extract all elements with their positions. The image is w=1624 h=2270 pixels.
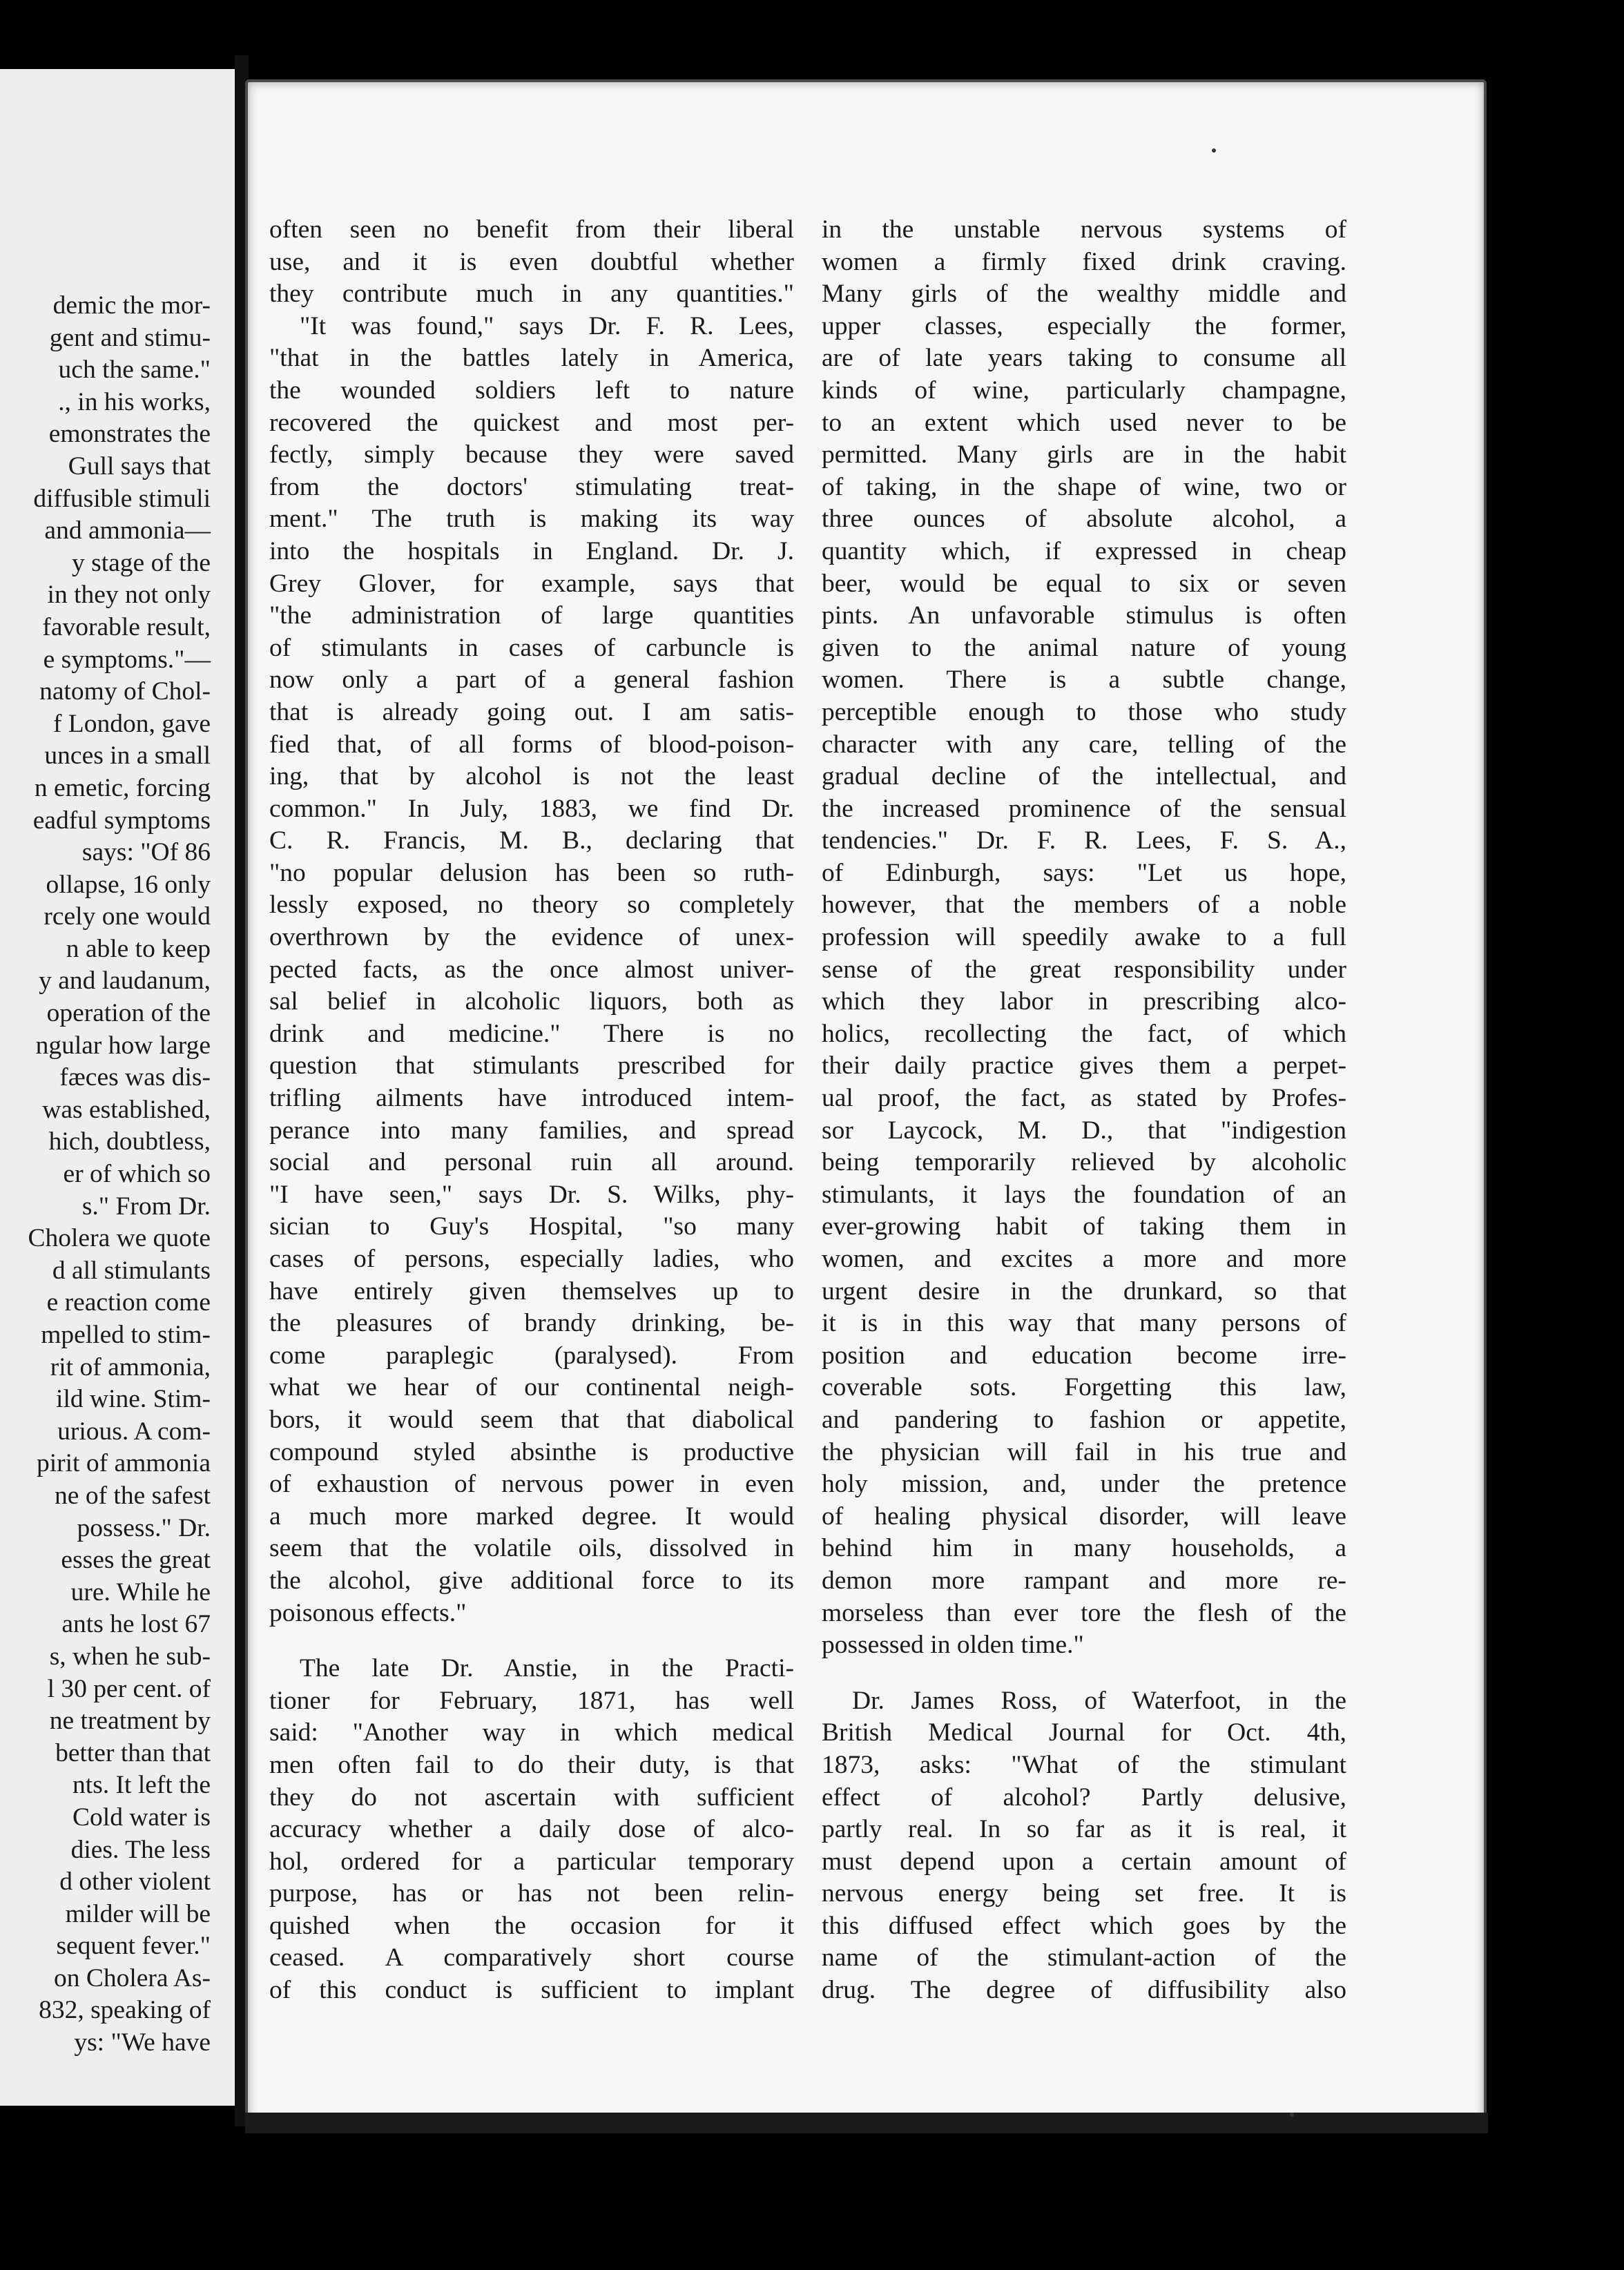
- text-line: demon more rampant and more re-: [822, 1566, 1346, 1595]
- text-line: the wounded soldiers left to nature: [269, 376, 794, 405]
- text-line: bors, it would seem that that diabolical: [269, 1405, 794, 1434]
- text-line: was established,: [42, 1095, 211, 1124]
- text-line: sor Laycock, M. D., that "indigestion: [822, 1116, 1346, 1145]
- text-line: overthrown by the evidence of unex-: [269, 923, 794, 952]
- text-column-right: [822, 214, 1346, 2007]
- text-line: dies. The less: [70, 1835, 211, 1864]
- text-line: 832, speaking of: [39, 1996, 211, 2025]
- text-line: ment." The truth is making its way: [269, 505, 794, 534]
- text-line: ., in his works,: [58, 387, 211, 416]
- text-line: gent and stimu-: [49, 323, 211, 352]
- text-line: nts. It left the: [72, 1771, 211, 1800]
- text-line: natomy of Chol-: [39, 677, 211, 706]
- text-line: character with any care, telling of the: [822, 730, 1346, 759]
- text-line: milder will be: [65, 1899, 211, 1928]
- text-line: their daily practice gives them a perpet-: [822, 1051, 1346, 1080]
- text-line: fectly, simply because they were saved: [269, 440, 794, 469]
- text-line: effect of alcohol? Partly delusive,: [822, 1783, 1346, 1812]
- text-line: the increased prominence of the sensual: [822, 794, 1346, 823]
- text-line: Grey Glover, for example, says that: [269, 569, 794, 598]
- text-line: e symptoms."—: [43, 645, 211, 674]
- text-line: morseless than ever tore the flesh of the: [822, 1598, 1346, 1627]
- text-line: l 30 per cent. of: [47, 1674, 211, 1703]
- text-line: 1873, asks: "What of the stimulant: [822, 1750, 1346, 1779]
- text-line: from the doctors' stimulating treat-: [269, 472, 794, 501]
- text-line: pected facts, as the once almost univer-: [269, 955, 794, 984]
- text-line: ys: "We have: [74, 2028, 211, 2057]
- text-line: y and laudanum,: [39, 967, 211, 996]
- text-line: Cold water is: [72, 1803, 211, 1832]
- text-line: a much more marked degree. It would: [269, 1502, 794, 1531]
- text-line: which they labor in prescribing alco-: [822, 987, 1346, 1016]
- text-line: purpose, has or has not been relin-: [269, 1879, 794, 1908]
- text-line: ne of the safest: [55, 1481, 211, 1510]
- text-line: name of the stimulant-action of the: [822, 1943, 1346, 1972]
- text-line: of exhaustion of nervous power in even: [269, 1470, 794, 1499]
- text-line: sense of the great responsibility under: [822, 955, 1346, 984]
- text-line: often seen no benefit from their liberal: [269, 215, 794, 244]
- text-line: hich, doubtless,: [48, 1127, 211, 1156]
- text-line: quished when the occasion for it: [269, 1911, 794, 1940]
- text-line: women, and excites a more and more: [822, 1245, 1346, 1273]
- left-page-fragment: [0, 69, 237, 2106]
- text-line: position and education become irre-: [822, 1341, 1346, 1370]
- text-line: social and personal ruin all around.: [269, 1148, 794, 1177]
- text-line: drink and medicine." There is no: [269, 1019, 794, 1048]
- text-line: said: "Another way in which medical: [269, 1718, 794, 1747]
- text-line: compound styled absinthe is productive: [269, 1437, 794, 1466]
- text-line: The late Dr. Anstie, in the Practi-: [300, 1654, 794, 1683]
- text-line: men often fail to do their duty, is that: [269, 1750, 794, 1779]
- text-line: sal belief in alcoholic liquors, both as: [269, 987, 794, 1016]
- text-line: this diffused effect which goes by the: [822, 1911, 1346, 1940]
- text-line: Dr. James Ross, of Waterfoot, in the: [852, 1686, 1346, 1715]
- text-line: perance into many families, and spread: [269, 1116, 794, 1145]
- text-line: unces in a small: [44, 741, 211, 770]
- paragraph-gap: [269, 1629, 794, 1653]
- text-line: eadful symptoms: [32, 806, 211, 835]
- text-line: and ammonia—: [44, 516, 211, 545]
- text-line: pirit of ammonia: [36, 1449, 211, 1478]
- text-line: operation of the: [46, 999, 211, 1028]
- text-line: perceptible enough to those who study: [822, 697, 1346, 726]
- text-line: ngular how large: [35, 1031, 211, 1060]
- text-line: ollapse, 16 only: [46, 870, 211, 899]
- text-line: Gull says that: [68, 452, 211, 481]
- text-line: e reaction come: [46, 1288, 211, 1317]
- text-line: diffusible stimuli: [33, 484, 211, 513]
- text-line: "no popular delusion has been so ruth-: [269, 858, 794, 887]
- text-line: n able to keep: [66, 934, 211, 963]
- text-line: hol, ordered for a particular temporary: [269, 1847, 794, 1876]
- text-line: of healing physical disorder, will leave: [822, 1502, 1346, 1531]
- page-bottom-shadow: [245, 2113, 1488, 2133]
- text-line: demic the mor-: [52, 291, 211, 320]
- text-line: better than that: [55, 1738, 211, 1767]
- text-line: "that in the battles lately in America,: [269, 344, 794, 373]
- text-line: ceased. A comparatively short course: [269, 1943, 794, 1972]
- text-line: mpelled to stim-: [41, 1321, 211, 1349]
- text-line: Many girls of the wealthy middle and: [822, 280, 1346, 309]
- text-line: they do not ascertain with sufficient: [269, 1783, 794, 1812]
- text-line: kinds of wine, particularly champagne,: [822, 376, 1346, 405]
- text-line: rcely one would: [44, 902, 211, 931]
- text-line: ual proof, the fact, as stated by Profes-: [822, 1084, 1346, 1113]
- text-line: emonstrates the: [48, 420, 211, 449]
- text-line: urgent desire in the drunkard, so that: [822, 1277, 1346, 1306]
- text-line: and pandering to fashion or appetite,: [822, 1405, 1346, 1434]
- text-line: "It was found," says Dr. F. R. Lees,: [300, 311, 794, 340]
- text-line: into the hospitals in England. Dr. J.: [269, 536, 794, 565]
- text-line: tioner for February, 1871, has well: [269, 1686, 794, 1715]
- text-line: to an extent which used never to be: [822, 408, 1346, 437]
- text-line: rit of ammonia,: [50, 1352, 211, 1381]
- text-line: d all stimulants: [52, 1256, 211, 1285]
- text-line: come paraplegic (paralysed). From: [269, 1341, 794, 1370]
- text-line: of Edinburgh, says: "Let us hope,: [822, 858, 1346, 887]
- text-column-left: [269, 214, 794, 2007]
- text-line: f London, gave: [52, 709, 211, 738]
- text-line: use, and it is even doubtful whether: [269, 247, 794, 276]
- text-line: in the unstable nervous systems of: [822, 215, 1346, 244]
- text-line: quantity which, if expressed in cheap: [822, 536, 1346, 565]
- text-line: possess." Dr.: [77, 1513, 211, 1542]
- text-line: upper classes, especially the former,: [822, 311, 1346, 340]
- text-line: lessly exposed, no theory so completely: [269, 891, 794, 920]
- text-line: now only a part of a general fashion: [269, 666, 794, 695]
- text-line: s, when he sub-: [49, 1642, 211, 1671]
- text-line: favorable result,: [42, 612, 211, 641]
- text-line: common." In July, 1883, we find Dr.: [269, 794, 794, 823]
- text-line: are of late years taking to consume all: [822, 344, 1346, 373]
- text-line: holics, recollecting the fact, of which: [822, 1019, 1346, 1048]
- text-line: must depend upon a certain amount of: [822, 1847, 1346, 1876]
- text-line: British Medical Journal for Oct. 4th,: [822, 1718, 1346, 1747]
- text-line: er of which so: [63, 1160, 211, 1189]
- text-line: accuracy whether a daily dose of alco-: [269, 1815, 794, 1844]
- text-line: Cholera we quote: [28, 1224, 211, 1253]
- text-line: poisonous effects.": [269, 1598, 467, 1627]
- text-line: gradual decline of the intellectual, and: [822, 762, 1346, 791]
- text-line: "I have seen," says Dr. S. Wilks, phy-: [269, 1180, 794, 1209]
- text-line: urious. A com-: [57, 1417, 211, 1446]
- text-line: C. R. Francis, M. B., declaring that: [269, 826, 794, 855]
- text-line: esses the great: [61, 1546, 211, 1575]
- text-line: given to the animal nature of young: [822, 633, 1346, 662]
- text-line: seem that the volatile oils, dissolved in: [269, 1534, 794, 1563]
- text-line: in they not only: [47, 581, 211, 610]
- text-line: nervous energy being set free. It is: [822, 1879, 1346, 1908]
- text-line: it is in this way that many persons of: [822, 1309, 1346, 1338]
- text-line: drug. The degree of diffusibility also: [822, 1976, 1346, 2005]
- text-line: ants he lost 67: [61, 1610, 211, 1639]
- text-line: fæces was dis-: [59, 1063, 211, 1092]
- text-line: fied that, of all forms of blood-poison-: [269, 730, 794, 759]
- text-line: coverable sots. Forgetting this law,: [822, 1373, 1346, 1402]
- text-line: ure. While he: [70, 1578, 211, 1607]
- text-line: the physician will fail in his true and: [822, 1437, 1346, 1466]
- text-line: partly real. In so far as it is real, it: [822, 1815, 1346, 1844]
- text-line: tendencies." Dr. F. R. Lees, F. S. A.,: [822, 826, 1346, 855]
- text-line: pints. An unfavorable stimulus is often: [822, 601, 1346, 630]
- text-line: says: "Of 86: [81, 838, 211, 867]
- text-line: however, that the members of a noble: [822, 891, 1346, 920]
- text-line: sician to Guy's Hospital, "so many: [269, 1212, 794, 1241]
- text-line: they contribute much in any quantities.": [269, 280, 794, 309]
- text-line: women a firmly fixed drink craving.: [822, 247, 1346, 276]
- text-line: on Cholera As-: [53, 1963, 211, 1992]
- text-line: y stage of the: [72, 548, 211, 577]
- text-line: being temporarily relieved by alcoholic: [822, 1148, 1346, 1177]
- text-line: trifling ailments have introduced intem-: [269, 1084, 794, 1113]
- paper-speck: [1212, 148, 1216, 153]
- text-line: n emetic, forcing: [34, 773, 211, 802]
- text-line: ild wine. Stim-: [56, 1385, 211, 1414]
- text-line: of taking, in the shape of wine, two or: [822, 472, 1346, 501]
- text-line: ing, that by alcohol is not the least: [269, 762, 794, 791]
- text-line: have entirely given themselves up to: [269, 1277, 794, 1306]
- left-page-text-column: [0, 290, 211, 2059]
- text-line: beer, would be equal to six or seven: [822, 569, 1346, 598]
- text-line: behind him in many households, a: [822, 1534, 1346, 1563]
- text-line: three ounces of absolute alcohol, a: [822, 505, 1346, 534]
- text-line: the pleasures of brandy drinking, be-: [269, 1309, 794, 1338]
- text-line: d other violent: [59, 1868, 211, 1896]
- text-line: of this conduct is sufficient to implant: [269, 1976, 794, 2005]
- paragraph-gap: [822, 1662, 1346, 1685]
- text-line: recovered the quickest and most per-: [269, 408, 794, 437]
- text-line: what we hear of our continental neigh-: [269, 1373, 794, 1402]
- text-line: possessed in olden time.": [822, 1631, 1084, 1660]
- text-line: cases of persons, especially ladies, who: [269, 1245, 794, 1273]
- text-line: question that stimulants prescribed for: [269, 1051, 794, 1080]
- text-line: the alcohol, give additional force to its: [269, 1566, 794, 1595]
- text-line: holy mission, and, under the pretence: [822, 1470, 1346, 1499]
- text-line: women. There is a subtle change,: [822, 666, 1346, 695]
- text-line: uch the same.": [58, 356, 211, 385]
- text-line: "the administration of large quantities: [269, 601, 794, 630]
- text-line: ever-growing habit of taking them in: [822, 1212, 1346, 1241]
- text-line: stimulants, it lays the foundation of an: [822, 1180, 1346, 1209]
- text-line: sequent fever.": [56, 1932, 211, 1961]
- text-line: of stimulants in cases of carbuncle is: [269, 633, 794, 662]
- text-line: s." From Dr.: [81, 1192, 211, 1221]
- paper-speck: [1290, 2113, 1294, 2117]
- text-line: permitted. Many girls are in the habit: [822, 440, 1346, 469]
- text-line: that is already going out. I am satis-: [269, 697, 794, 726]
- text-line: profession will speedily awake to a full: [822, 923, 1346, 952]
- text-line: ne treatment by: [49, 1707, 211, 1736]
